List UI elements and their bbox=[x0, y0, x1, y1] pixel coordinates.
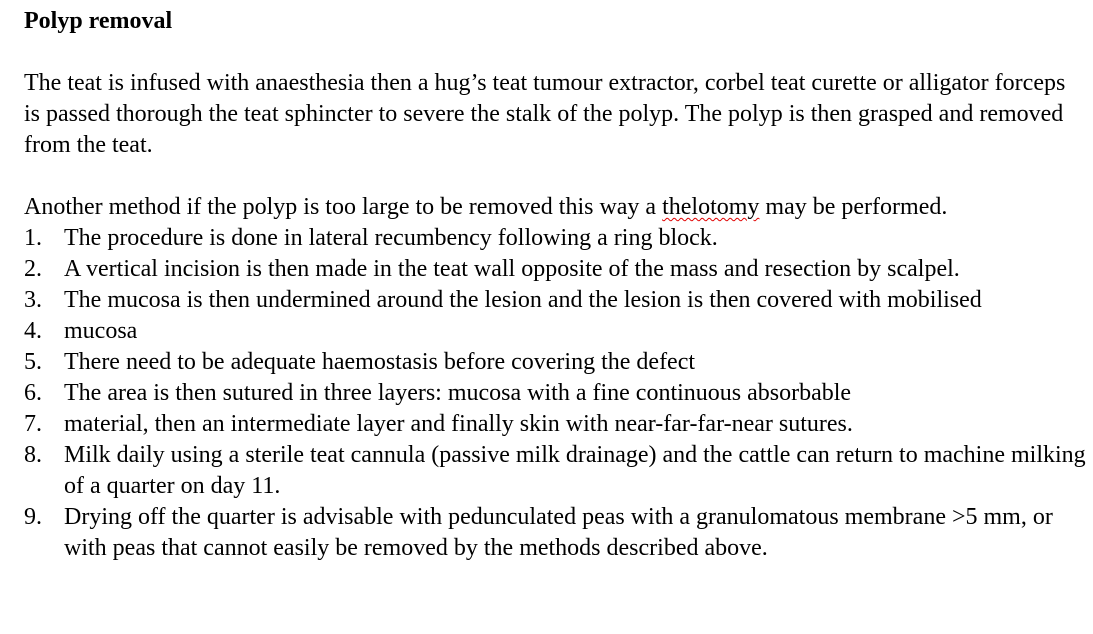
list-item-text: The area is then sutured in three layers: mucosa with a fine continuous absorbable bbox=[64, 380, 852, 406]
list-item-text: mucosa bbox=[64, 318, 138, 344]
paragraph-alternative-method bbox=[24, 192, 1086, 223]
list-item bbox=[24, 440, 1086, 502]
list-item-text: A vertical incision is then made in the teat wall opposite of the mass and resection by scalpel. bbox=[64, 256, 960, 282]
blank-line bbox=[24, 161, 1086, 192]
list-item bbox=[24, 223, 1086, 254]
procedure-list bbox=[24, 223, 1086, 564]
blank-line bbox=[24, 37, 1086, 68]
paragraph-polyp-removal: The teat is infused with anaesthesia then a hug’s teat tumour extractor, corbel teat curette or alligator forceps is passed thorough the teat sphincter to severe the stalk of the polyp. The polyp is then grasped and removed from the teat. bbox=[24, 70, 1066, 158]
list-item bbox=[24, 347, 1086, 378]
document-body bbox=[24, 6, 1086, 564]
section-heading: Polyp removal bbox=[24, 8, 173, 34]
list-number: 4. bbox=[24, 318, 42, 344]
list-item-text: material, then an intermediate layer and finally skin with near-far-far-near sutures. bbox=[64, 411, 853, 437]
list-number: 1. bbox=[24, 225, 42, 251]
list-item-text: The mucosa is then undermined around the lesion and the lesion is then covered with mobilised bbox=[64, 287, 982, 313]
list-number: 6. bbox=[24, 380, 42, 406]
list-number: 7. bbox=[24, 411, 42, 437]
list-item-text: There need to be adequate haemostasis before covering the defect bbox=[64, 349, 696, 375]
list-item-text: Milk daily using a sterile teat cannula (passive milk drainage) and the cattle can return to machine milking of a quarter on day 11. bbox=[64, 442, 1086, 499]
list-item bbox=[24, 409, 1086, 440]
list-item bbox=[24, 285, 1086, 316]
list-item bbox=[24, 316, 1086, 347]
list-item-text: Drying off the quarter is advisable with pedunculated peas with a granulomatous membrane >5 mm, or with peas that cannot easily be removed by the methods described above. bbox=[64, 504, 1053, 561]
list-number: 2. bbox=[24, 256, 42, 282]
list-number: 5. bbox=[24, 349, 42, 375]
intro-text-after: may be performed. bbox=[759, 194, 948, 220]
list-item-text: The procedure is done in lateral recumbency following a ring block. bbox=[64, 225, 718, 251]
intro-text-before: Another method if the polyp is too large to be removed this way a bbox=[24, 194, 663, 220]
list-item bbox=[24, 254, 1086, 285]
list-item bbox=[24, 378, 1086, 409]
list-number: 8. bbox=[24, 442, 42, 468]
list-number: 3. bbox=[24, 287, 42, 313]
misspelled-word[interactable]: thelotomy bbox=[662, 194, 760, 220]
list-item bbox=[24, 502, 1086, 564]
list-number: 9. bbox=[24, 504, 42, 530]
